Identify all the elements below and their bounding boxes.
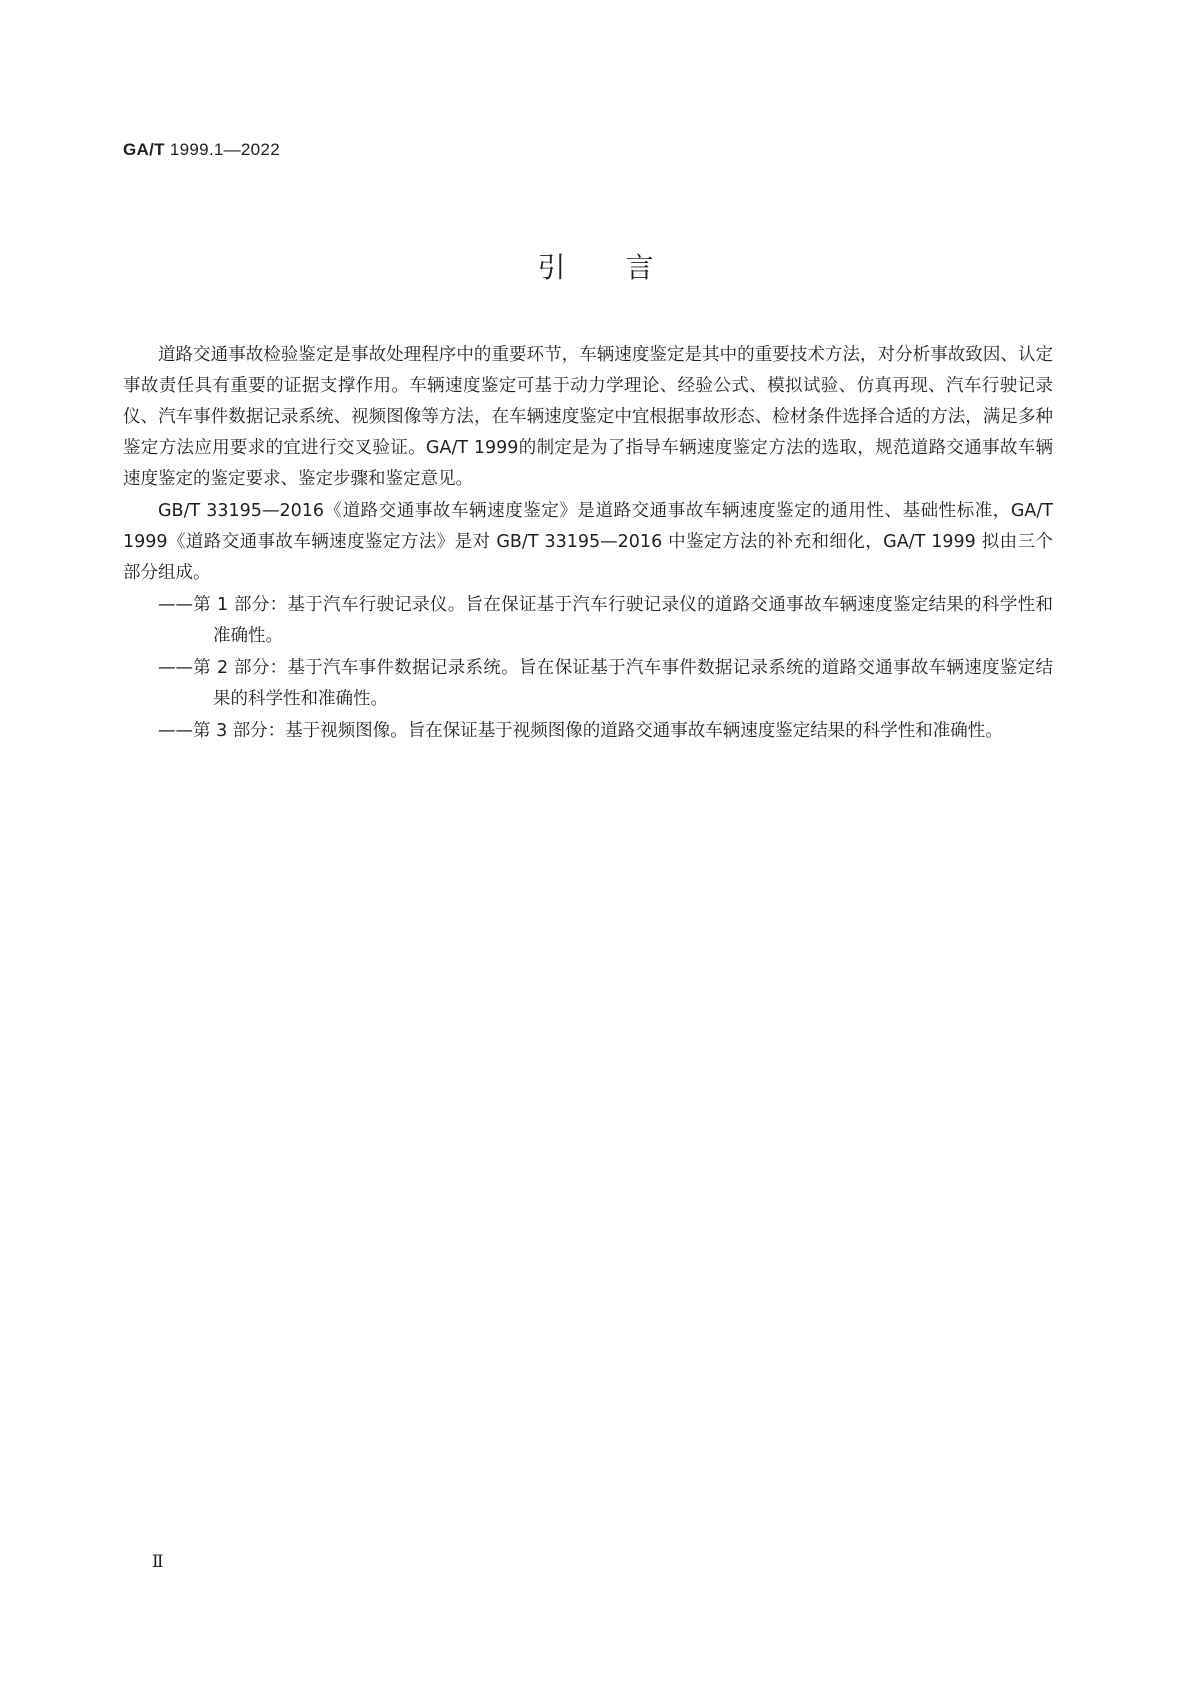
standard-prefix: GA/T [123,140,165,159]
list-item: ——第 3 部分：基于视频图像。旨在保证基于视频图像的道路交通事故车辆速度鉴定结果的科学性和准确性。 [158,721,1003,741]
page-number: Ⅱ [152,1552,164,1571]
introduction-body [123,340,1053,748]
paragraph: 道路交通事故检验鉴定是事故处理程序中的重要环节，车辆速度鉴定是其中的重要技术方法，对分析事故致因、认定事故责任具有重要的证据支撑作用。车辆速度鉴定可基于动力学理论、经验公式、模拟试验、仿真再现、汽车行驶记录仪、汽车事件数据记录系统、视频图像等方法，在车辆速度鉴定中宜根据事故形态、检材条件选择合适的方法，满足多种鉴定方法应用要求的宜进行交叉验证。GA/T 1999的制定是为了指导车辆速度鉴定方法的选取，规范道路交通事故车辆速度鉴定的鉴定要求、鉴定步骤和鉴定意见。 [123,345,1053,489]
document-header [123,140,280,160]
standard-number: 1999.1—2022 [164,140,280,159]
list-item: ——第 2 部分：基于汽车事件数据记录系统。旨在保证基于汽车事件数据记录系统的道路交通事故车辆速度鉴定结果的科学性和准确性。 [158,658,1053,709]
list-item: ——第 1 部分：基于汽车行驶记录仪。旨在保证基于汽车行驶记录仪的道路交通事故车辆速度鉴定结果的科学性和准确性。 [158,595,1053,646]
section-title: 引言 [537,251,714,284]
parts-list [123,590,1053,747]
paragraph: GB/T 33195—2016《道路交通事故车辆速度鉴定》是道路交通事故车辆速度鉴定的通用性、基础性标准，GA/T 1999《道路交通事故车辆速度鉴定方法》是对 GB/T 33195—2016 中鉴定方法的补充和细化，GA/T 1999 拟由三个部分组成。 [123,501,1053,583]
